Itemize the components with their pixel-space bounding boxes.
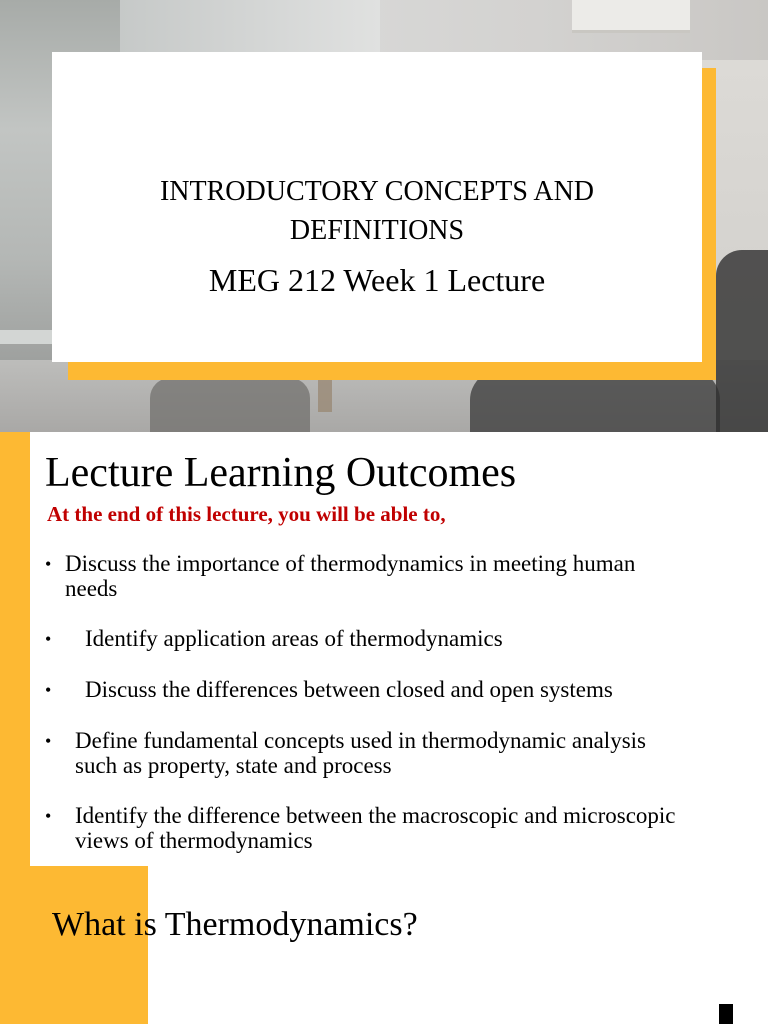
outcome-text-line-1: Discuss the importance of thermodynamics in meeting human bbox=[65, 551, 636, 576]
bullet-marker: • bbox=[45, 629, 52, 649]
section-slide bbox=[0, 866, 768, 1024]
bullet-marker: • bbox=[45, 731, 52, 751]
outcomes-heading: Lecture Learning Outcomes bbox=[45, 450, 517, 496]
outcome-text-line-2: views of thermodynamics bbox=[75, 828, 313, 853]
background-photo-air-conditioner bbox=[572, 0, 690, 33]
bullet-marker: • bbox=[45, 680, 52, 700]
bullet-marker: • bbox=[45, 554, 52, 574]
title-slide bbox=[0, 0, 768, 432]
outcome-text-line-1: Identify the difference between the macroscopic and microscopic bbox=[75, 803, 676, 828]
outcome-text-line-1: Define fundamental concepts used in thermodynamic analysis bbox=[75, 728, 646, 753]
outcome-text-line-2: such as property, state and process bbox=[75, 753, 392, 778]
slide-title bbox=[52, 172, 702, 250]
corner-mark bbox=[719, 1004, 733, 1024]
learning-outcomes-slide bbox=[0, 432, 768, 866]
outcome-text-line-1: Discuss the differences between closed and open systems bbox=[85, 677, 613, 702]
background-photo-chair bbox=[150, 378, 310, 432]
outcome-text-line-1: Identify application areas of thermodynamics bbox=[85, 626, 503, 651]
section-title: What is Thermodynamics? bbox=[52, 906, 418, 943]
background-photo-armchair-side bbox=[716, 250, 768, 432]
slide-subtitle: MEG 212 Week 1 Lecture bbox=[208, 262, 546, 298]
background-photo-window-top bbox=[120, 0, 380, 60]
slide-title-line-1: INTRODUCTORY CONCEPTS AND bbox=[159, 176, 595, 207]
outcomes-intro: At the end of this lecture, you will be able to, bbox=[47, 502, 446, 526]
outcome-text-line-2: needs bbox=[65, 576, 118, 601]
bullet-marker: • bbox=[45, 806, 52, 826]
accent-strip bbox=[0, 432, 30, 866]
background-photo-cup bbox=[318, 380, 332, 412]
slide-title-line-2: DEFINITIONS bbox=[289, 215, 465, 246]
